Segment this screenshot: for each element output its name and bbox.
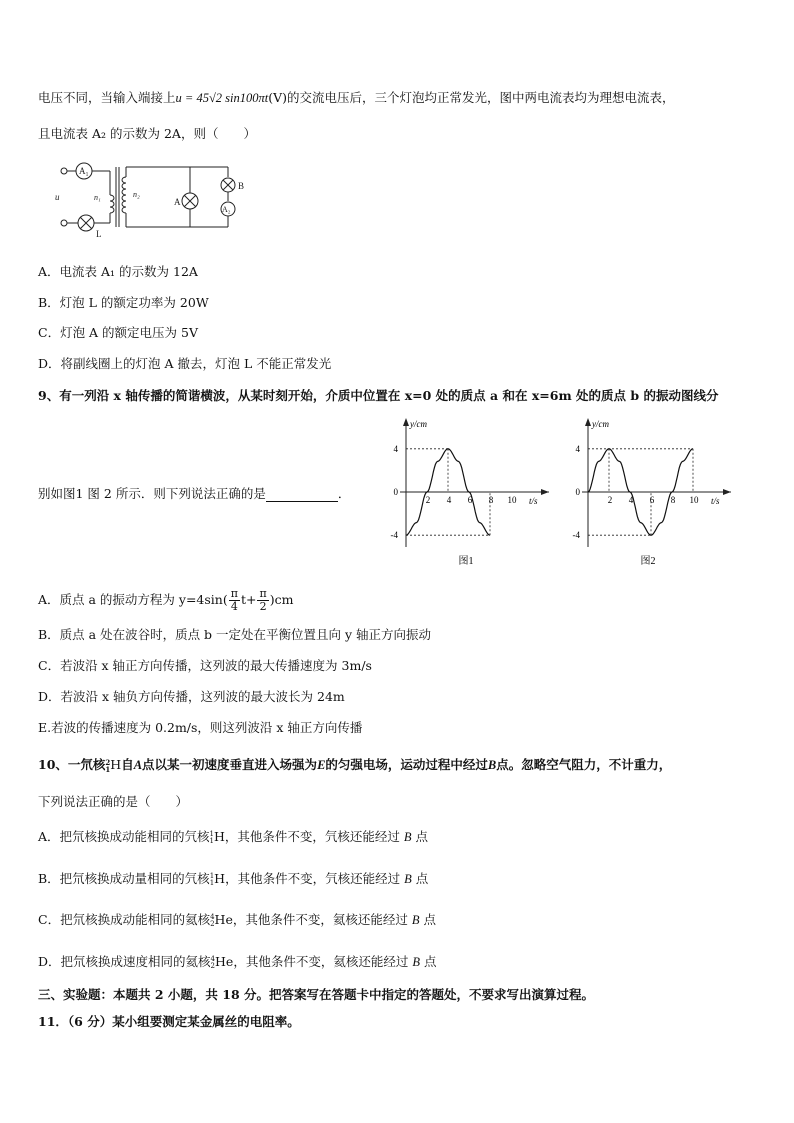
- y-axis-arrow: [585, 418, 591, 426]
- voltage-formula: u = 45√2 sin100πt: [175, 91, 269, 105]
- x-axis-label: t/s: [711, 496, 720, 506]
- x-axis-arrow: [541, 489, 549, 495]
- deuteron-symbol: 2 1 H: [105, 757, 122, 774]
- q10-option-a: A．把氘核换成动能相同的氕核 1 1 H，其他条件不变，氕核还能经过 B 点: [38, 829, 429, 845]
- x-axis-label: t/s: [529, 496, 538, 506]
- y-tick-label: 4: [393, 443, 398, 454]
- vibration-graph-1: [378, 410, 564, 570]
- q8-option-c: C．灯泡 A 的额定电压为 5V: [38, 325, 198, 340]
- q11-stem: 11．（6 分）某小组要测定某金属丝的电阻率。: [38, 1014, 300, 1029]
- q8-stem-line1: 电压不同，当输入端接上u = 45√2 sin100πt(V)的交流电压后，三个灯泡均正常发光，图中两电流表均为理想电流表，: [38, 90, 675, 105]
- x-tick-label: 10: [689, 495, 699, 505]
- y-tick-label: 4: [575, 443, 580, 454]
- meter-a1-label: A₁: [79, 166, 89, 176]
- x-tick-label: 8: [670, 495, 676, 505]
- q8-option-d: D．将副线圈上的灯泡 A 撤去，灯泡 L 不能正常发光: [38, 356, 332, 371]
- x-tick-label: 2: [425, 495, 431, 505]
- vibration-graph-2: [560, 410, 746, 570]
- y-tick-label: 0: [393, 487, 398, 497]
- meter-a2-label: A₂: [222, 205, 231, 214]
- q9-option-e: E.若波的传播速度为 0.2m/s，则这列波沿 x 轴正方向传播: [38, 720, 363, 735]
- lamp-l-label: L: [96, 229, 102, 239]
- answer-blank: [266, 489, 338, 502]
- q8-stem-line2: 且电流表 A₂ 的示数为 2A，则（ ）: [38, 126, 256, 141]
- q10-option-c: C．把氘核换成动能相同的氦核 4 2 He，其他条件不变，氦核还能经过 B 点: [38, 912, 436, 928]
- x-tick-label: 8: [488, 495, 494, 505]
- x-tick-label: 6: [467, 495, 473, 505]
- figure-caption: 图1: [458, 556, 474, 567]
- q10-option-b: B．把氘核换成动量相同的氕核 1 1 H，其他条件不变，氕核还能经过 B 点: [38, 871, 429, 887]
- input-u-label: u: [55, 192, 60, 202]
- x-tick-label: 10: [507, 495, 517, 505]
- x-tick-label: 4: [446, 495, 452, 505]
- q8-option-b: B．灯泡 L 的额定功率为 20W: [38, 295, 209, 310]
- q9-option-a: A．质点 a 的振动方程为 y=4sin( $\frac{\pi}{4}$ t+ $\frac{\pi}{2}$ )cm: [38, 587, 294, 613]
- q8-option-a: A．电流表 A₁ 的示数为 12A: [38, 264, 198, 279]
- n2-label: n₂: [133, 190, 140, 199]
- y-tick-label: 0: [575, 487, 580, 497]
- transformer-circuit-diagram: [50, 155, 260, 245]
- lamp-b-label: B: [238, 181, 245, 191]
- x-axis-arrow: [723, 489, 731, 495]
- section-3-heading: 三、实验题：本题共 2 小题，共 18 分。把答案写在答题卡中指定的答题处，不要求写出演算过程。: [38, 987, 595, 1002]
- figure-caption: 图2: [640, 556, 656, 567]
- lamp-a-label: A: [174, 197, 181, 207]
- y-axis-arrow: [403, 418, 409, 426]
- x-tick-label: 2: [607, 495, 613, 505]
- n1-label: n₁: [94, 193, 101, 202]
- q9-stem-line1: 9、有一列沿 x 轴传播的简谐横波，从某时刻开始，介质中位置在 x=0 处的质点 a 和在 x=6m 处的质点 b 的振动图线分: [38, 388, 719, 403]
- q9-option-b: B．质点 a 处在波谷时，质点 b 一定处在平衡位置且向 y 轴正方向振动: [38, 627, 432, 642]
- q10-stem-line1: 10、一氘核 2 1 H自A点以某一初速度垂直进入场强为E的匀强电场，运动过程中经过B点。忽略空气阻力，不计重力，: [38, 757, 672, 774]
- y-axis-label: y/cm: [592, 419, 609, 429]
- x-tick-label: 6: [649, 495, 655, 505]
- q9-option-c: C．若波沿 x 轴正方向传播，这列波的最大传播速度为 3m/s: [38, 658, 372, 673]
- y-tick-label: -4: [572, 530, 580, 541]
- y-axis-label: y/cm: [410, 419, 427, 429]
- x-tick-label: 4: [628, 495, 634, 505]
- y-tick-label: -4: [390, 530, 398, 541]
- q9-option-d: D．若波沿 x 轴负方向传播，这列波的最大波长为 24m: [38, 689, 345, 704]
- q10-stem-line2: 下列说法正确的是（ ）: [38, 794, 189, 809]
- q10-option-d: D．把氘核换成速度相同的氦核 4 2 He，其他条件不变，氦核还能经过 B 点: [38, 954, 437, 970]
- q9-stem-line2: 别如图1 图 2 所示．则下列说法正确的是 ．: [38, 486, 351, 501]
